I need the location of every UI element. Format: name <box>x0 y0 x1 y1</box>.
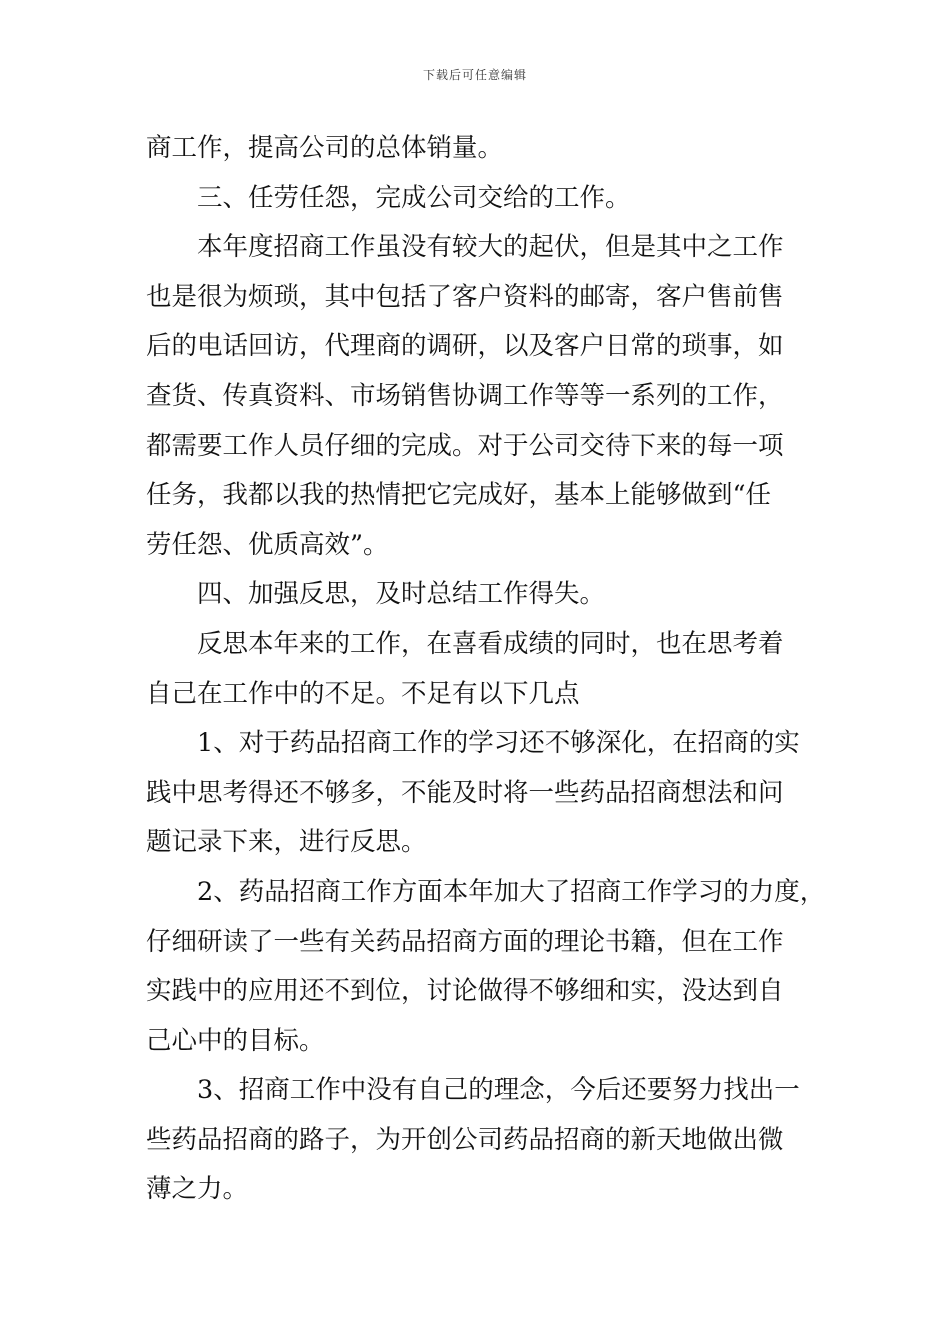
text-line: 些药品招商的路子，为开创公司药品招商的新天地做出微 <box>146 1124 784 1155</box>
text-line: 本年度招商工作虽没有较大的起伏，但是其中之工作 <box>197 232 784 263</box>
text-line: 实践中的应用还不到位，讨论做得不够细和实，没达到自 <box>146 976 784 1007</box>
text-line: 都需要工作人员仔细的完成。对于公司交待下来的每一项 <box>146 430 784 461</box>
text-line: 查货、传真资料、市场销售协调工作等等一系列的工作， <box>146 380 784 411</box>
text-line: 反思本年来的工作，在喜看成绩的同时，也在思考着 <box>197 628 784 659</box>
text-line: 劳任怨、优质高效”。 <box>146 529 389 560</box>
text-line: 后的电话回访，代理商的调研，以及客户日常的琐事，如 <box>146 331 784 362</box>
list-item-3: 3、招商工作中没有自己的理念，今后还要努力找出一 <box>197 1075 800 1106</box>
list-item-2: 2、药品招商工作方面本年加大了招商工作学习的力度， <box>197 876 826 907</box>
document-body <box>146 124 826 1215</box>
section-heading-3: 三、任劳任怨，完成公司交给的工作。 <box>197 182 631 213</box>
text-line: 任务，我都以我的热情把它完成好，基本上能够做到“任 <box>146 480 772 511</box>
section-heading-4: 四、加强反思，及时总结工作得失。 <box>197 579 606 610</box>
text-line: 仔细研读了一些有关药品招商方面的理论书籍，但在工作 <box>146 926 784 957</box>
text-line: 己心中的目标。 <box>146 1025 325 1056</box>
text-line: 践中思考得还不够多，不能及时将一些药品招商想法和问 <box>146 777 784 808</box>
text-line: 也是很为烦琐，其中包括了客户资料的邮寄，客户售前售 <box>146 281 784 312</box>
list-item-1: 1、对于药品招商工作的学习还不够深化，在招商的实 <box>197 728 800 759</box>
text-line: 商工作，提高公司的总体销量。 <box>146 133 504 163</box>
text-line: 薄之力。 <box>146 1174 249 1205</box>
text-line: 题记录下来，进行反思。 <box>146 827 427 858</box>
text-line: 自己在工作中的不足。不足有以下几点 <box>146 678 580 709</box>
page-header-note: 下载后可任意编辑 <box>422 68 527 82</box>
